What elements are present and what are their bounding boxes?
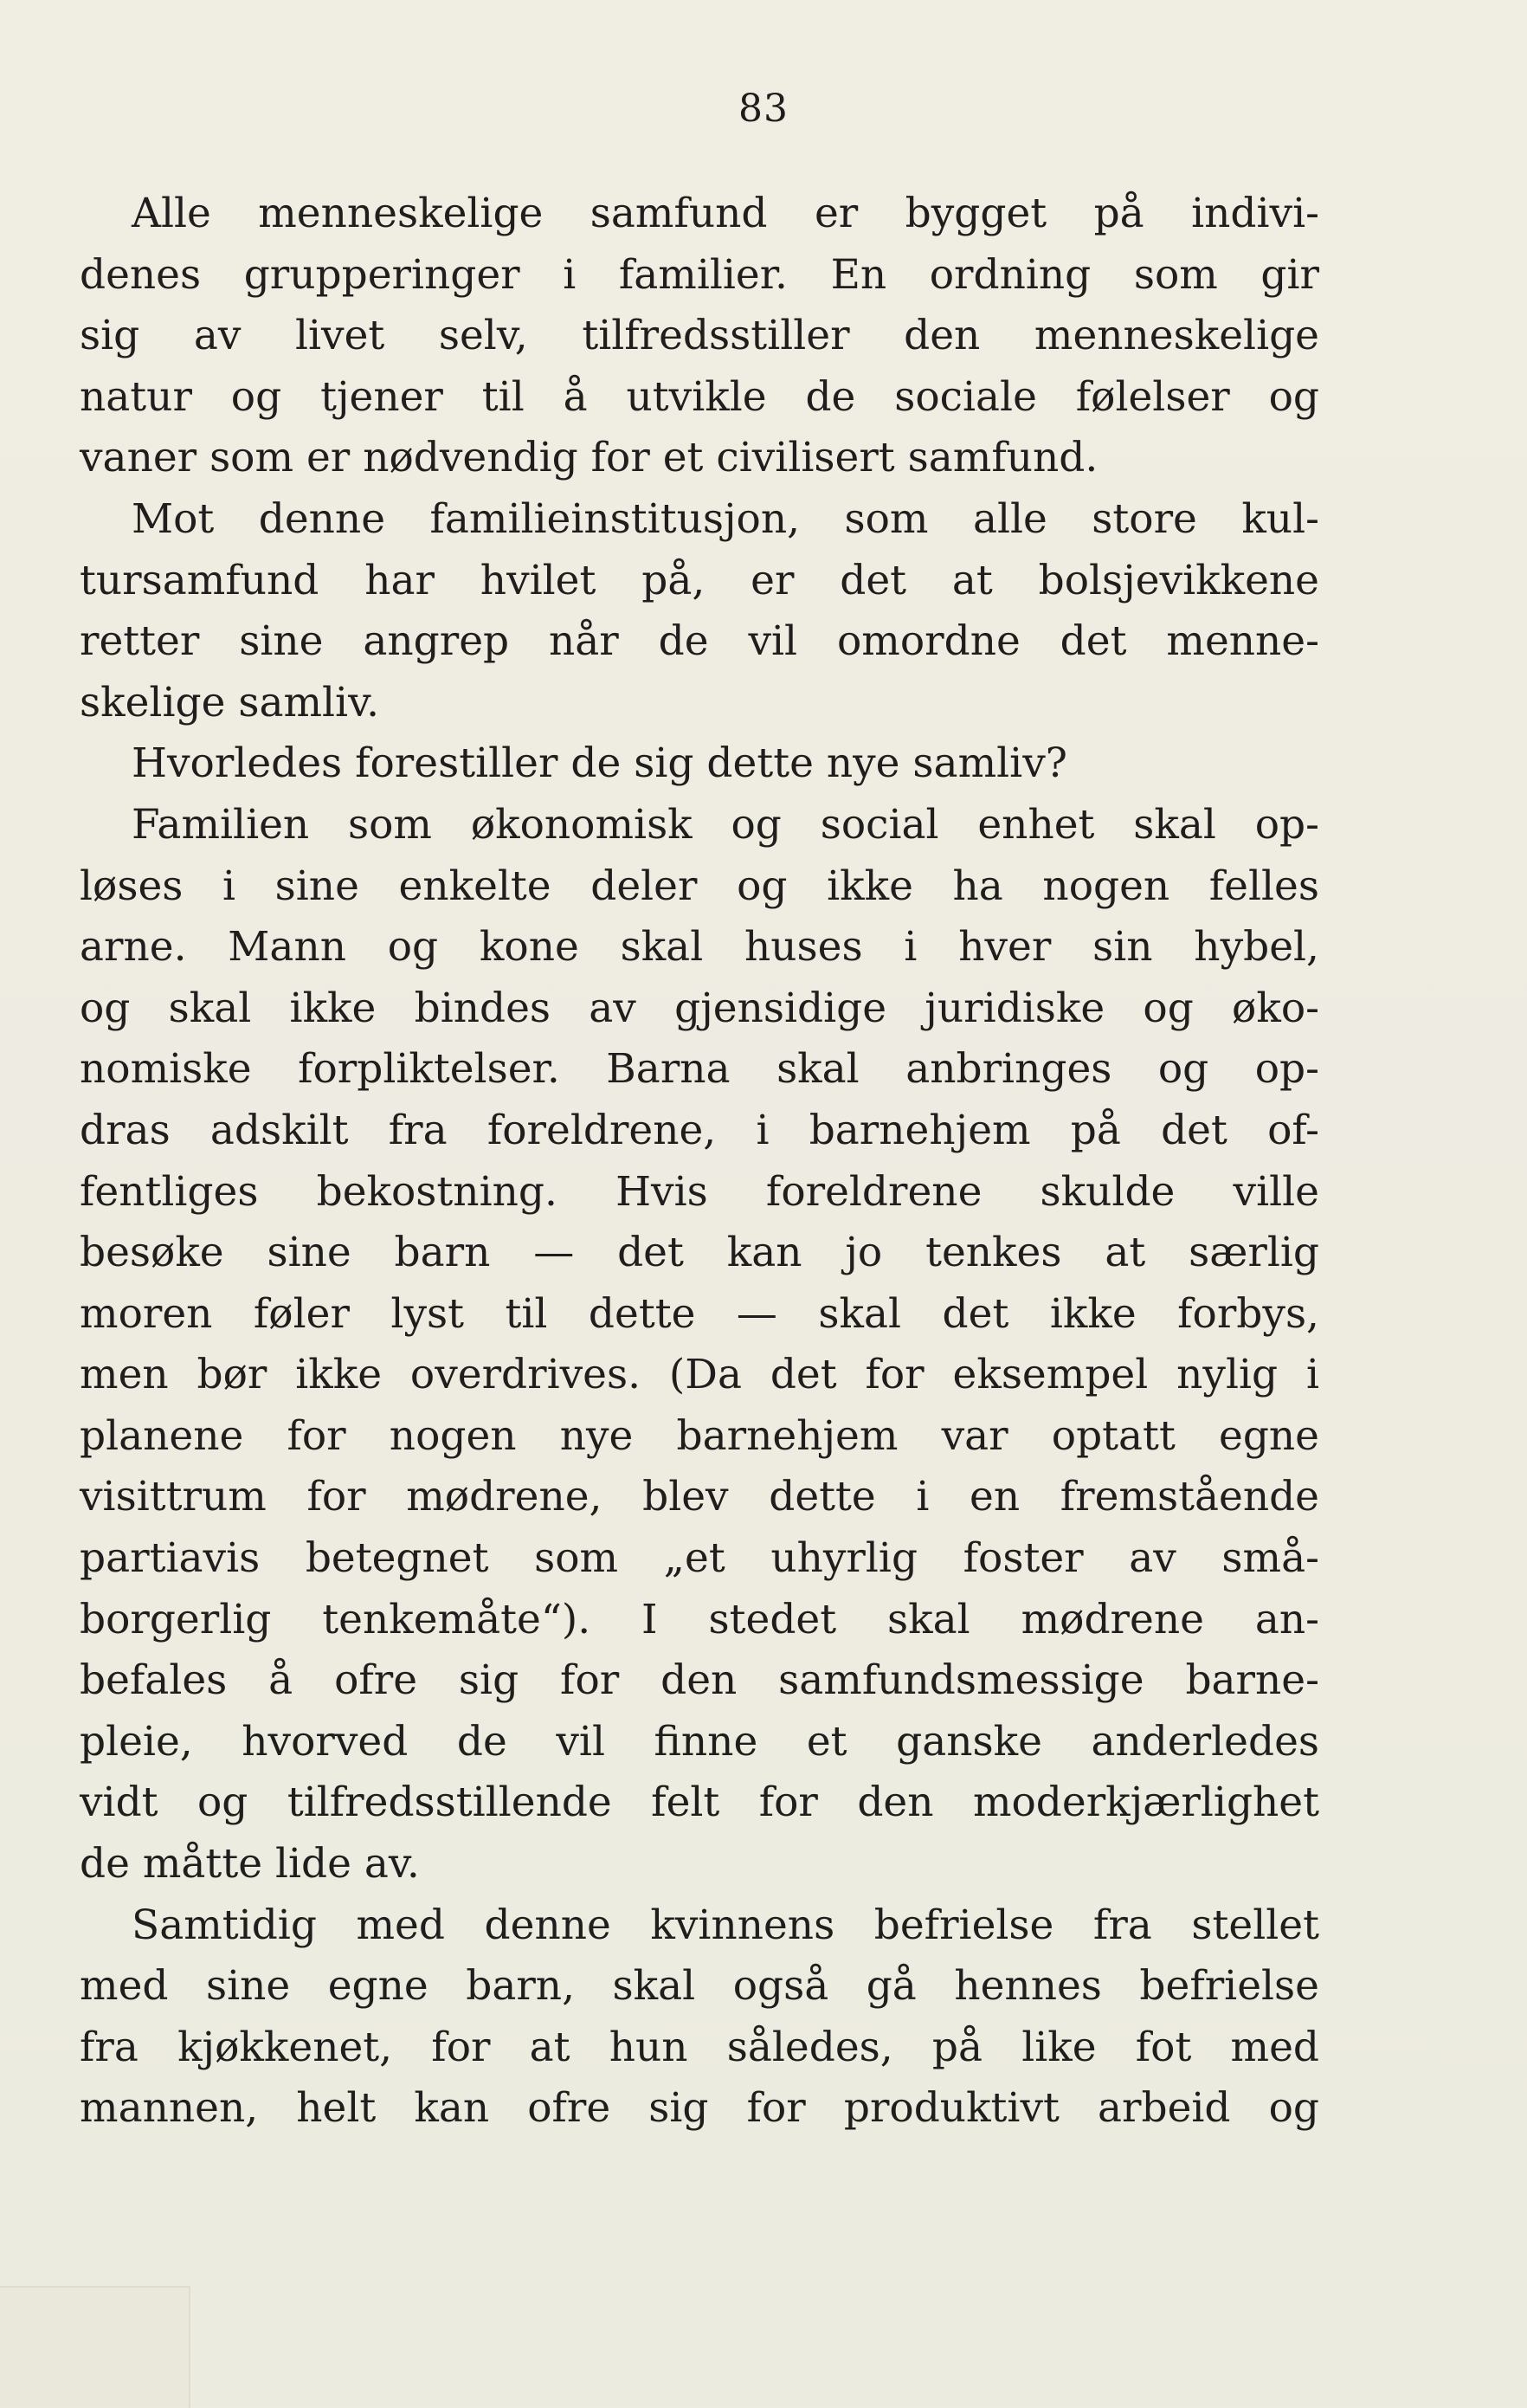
text-line: Mot denne familieinstitusjon, som alle store kul- xyxy=(132,494,1319,543)
text-line: befales å ofre sig for den samfundsmessige barne- xyxy=(80,1656,1319,1705)
text-line: vidt og tilfredsstillende felt for den moderkjærlighet xyxy=(80,1779,1319,1827)
page-number: 83 xyxy=(738,87,789,131)
text-line: tursamfund har hvilet på, er det at bolsjevikkene xyxy=(80,556,1319,604)
text-line: visittrum for mødrene, blev dette i en fremstående xyxy=(80,1473,1319,1521)
text-line: Familien som økonomisk og social enhet skal op- xyxy=(132,800,1319,849)
text-line: moren føler lyst til dette — skal det ikke forbys, xyxy=(80,1289,1319,1338)
text-line: og skal ikke bindes av gjensidige juridiske og øko- xyxy=(80,984,1319,1032)
text-line: borgerlig tenkemåte“). I stedet skal mødrene an- xyxy=(80,1595,1319,1643)
text-line: Alle menneskelige samfund er bygget på indivi- xyxy=(132,190,1319,237)
text-line: retter sine angrep når de vil omordne det menne- xyxy=(80,617,1319,666)
text-line: arne. Mann og kone skal huses i hver sin hybel, xyxy=(80,923,1319,972)
text-line: men bør ikke overdrives. (Da det for eksempel nylig i xyxy=(80,1351,1319,1399)
body-text xyxy=(80,184,1319,2140)
paragraph xyxy=(80,733,1319,795)
paragraph xyxy=(80,1895,1319,2140)
text-line: natur og tjener til å utvikle de sociale følelser og xyxy=(80,372,1319,421)
paragraph xyxy=(80,489,1319,733)
text-line: fra kjøkkenet, for at hun således, på like fot med xyxy=(80,2023,1319,2071)
text-line: besøke sine barn — det kan jo tenkes at særlig xyxy=(80,1229,1319,1277)
text-line: pleie, hvorved de vil finne et ganske anderledes xyxy=(80,1717,1319,1766)
text-line: sig av livet selv, tilfredsstiller den menneskelige xyxy=(80,312,1319,360)
paragraph xyxy=(80,795,1319,1895)
text-line: planene for nogen nye barnehjem var optatt egne xyxy=(80,1411,1319,1460)
text-line: Hvorledes forestiller de sig dette nye samliv? xyxy=(132,739,1067,788)
text-line: Samtidig med denne kvinnens befrielse fra stellet xyxy=(132,1901,1319,1949)
paragraph xyxy=(80,184,1319,489)
text-line: fentliges bekostning. Hvis foreldrene skulde ville xyxy=(80,1167,1319,1216)
text-line: løses i sine enkelte deler og ikke ha nogen felles xyxy=(80,862,1319,910)
text-line: vaner som er nødvendig for et civilisert samfund. xyxy=(80,434,1099,482)
text-line: mannen, helt kan ofre sig for produktivt arbeid og xyxy=(80,2084,1319,2133)
text-line: med sine egne barn, skal også gå hennes befrielse xyxy=(80,1962,1319,2011)
text-line: partiavis betegnet som „et uhyrlig foster av små- xyxy=(80,1534,1319,1583)
text-line: skelige samliv. xyxy=(80,678,380,726)
scan-corner-mark xyxy=(0,2286,190,2408)
text-line: denes grupperinger i familier. En ordning som gir xyxy=(80,250,1319,299)
text-line: dras adskilt fra foreldrene, i barnehjem på det of- xyxy=(80,1106,1319,1154)
text-line: nomiske forpliktelser. Barna skal anbringes og op- xyxy=(80,1045,1319,1094)
text-line: de måtte lide av. xyxy=(80,1840,420,1888)
